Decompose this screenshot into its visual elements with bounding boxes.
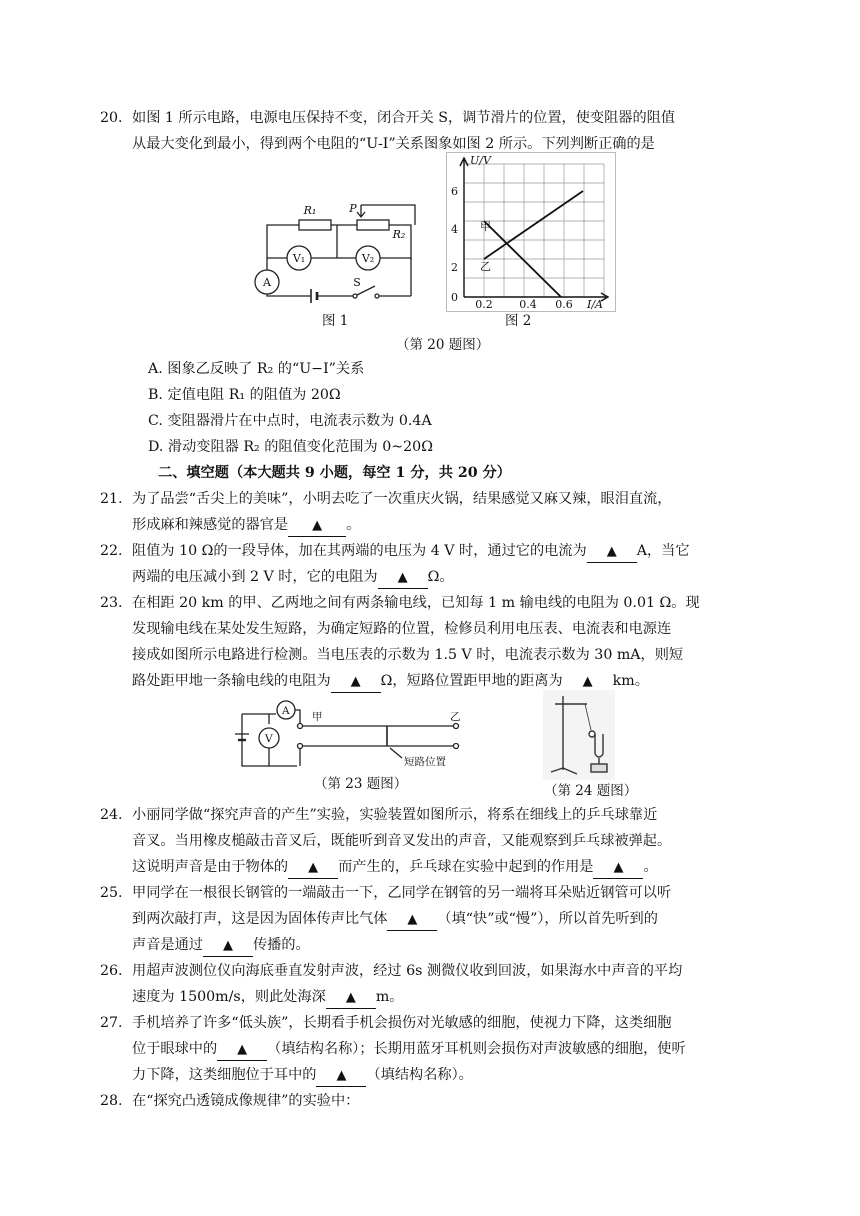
label-r1: R₁	[303, 204, 317, 217]
figure-20-caption: （第 20 题图）	[396, 337, 490, 353]
figure-23-caption: （第 23 题图）	[314, 776, 408, 792]
question-number: 25.	[100, 885, 123, 901]
question-text: 这说明声音是由于物体的 ▲ 而产生的，乒乓球在实验中起到的作用是 ▲ 。	[132, 854, 752, 880]
label-r2: R₂	[392, 228, 406, 241]
y-tick: 6	[451, 185, 458, 198]
question-22	[100, 538, 752, 590]
label-yi: 乙	[450, 711, 461, 723]
y-tick: 4	[451, 223, 458, 236]
question-number: 20.	[100, 110, 123, 126]
question-27	[100, 1010, 752, 1088]
section-heading: 二、填空题（本大题共 9 小题，每空 1 分，共 20 分）	[158, 465, 511, 481]
question-26	[100, 958, 752, 1010]
question-25	[100, 880, 752, 958]
series-label-yi: 乙	[480, 260, 491, 273]
question-28	[100, 1088, 752, 1114]
x-tick: 0.6	[555, 298, 573, 311]
question-text: 用超声波测位仪向海底垂直发射声波，经过 6s 测微仪收到回波，如果海水中声音的平均	[132, 963, 683, 979]
question-number: 22.	[100, 543, 123, 559]
question-text: 音叉。当用橡皮槌敲击音叉后，既能听到音叉发出的声音，又能观察到乒乓球被弹起。	[132, 833, 672, 849]
figure-1-caption: 图 1	[322, 313, 349, 329]
y-tick: 0	[451, 291, 458, 304]
y-axis-label: U/V	[470, 154, 491, 167]
answer-blank[interactable]: ▲	[217, 1040, 267, 1061]
x-tick: 0.4	[519, 298, 537, 311]
y-tick: 2	[451, 261, 458, 274]
question-text: 位于眼球中的 ▲ （填结构名称）；长期用蓝牙耳机则会损伤对声波敏感的细胞，使听	[132, 1036, 752, 1062]
series-label-jia: 甲	[480, 220, 491, 233]
label-short-position: 短路位置	[404, 756, 446, 768]
answer-blank[interactable]: ▲	[288, 516, 346, 537]
question-text: 在相距 20 km 的甲、乙两地之间有两条输电线，已知每 1 m 输电线的电阻为 0.01 Ω。现	[132, 595, 700, 611]
question-text: 阻值为 10 Ω的一段导体，加在其两端的电压为 4 V 时，通过它的电流为 ▲ A，当它	[132, 538, 752, 564]
question-text: 从最大变化到最小，得到两个电阻的“U-I”关系图象如图 2 所示。下列判断正确的是	[132, 136, 655, 152]
question-text: 接成如图所示电路进行检测。当电压表的示数为 1.5 V 时，电流表示数为 30 mA，则短	[132, 647, 684, 663]
label-ammeter: A	[282, 705, 290, 717]
question-text: 如图 1 所示电路，电源电压保持不变，闭合开关 S，调节滑片的位置，使变阻器的阻值	[132, 110, 676, 126]
figure-24-caption: （第 24 题图）	[544, 783, 638, 799]
question-number: 21.	[100, 491, 123, 507]
question-20	[100, 105, 752, 157]
label-v2: V₂	[361, 252, 375, 265]
question-number: 23.	[100, 595, 123, 611]
question-21	[100, 486, 752, 538]
question-text: 两端的电压减小到 2 V 时，它的电阻为 ▲ Ω。	[132, 564, 752, 590]
question-number: 24.	[100, 807, 123, 823]
question-text: 力下降，这类细胞位于耳中的 ▲ （填结构名称）。	[132, 1062, 752, 1088]
question-24	[100, 802, 752, 880]
answer-blank[interactable]: ▲	[326, 988, 376, 1009]
question-number: 27.	[100, 1015, 123, 1031]
question-text: 路处距甲地一条输电线的电阻为 ▲ Ω，短路位置距甲地的距离为 ▲ km。	[132, 668, 752, 694]
label-ammeter: A	[263, 276, 271, 289]
circuit-diagram	[253, 200, 425, 310]
label-v1: V₁	[292, 252, 306, 265]
question-text: 为了品尝“舌尖上的美味”，小明去吃了一次重庆火锅，结果感觉又麻又辣，眼泪直流，	[132, 491, 672, 507]
option-a[interactable]: A. 图象乙反映了 R₂ 的“U−I”关系	[148, 361, 365, 377]
question-text: 速度为 1500m/s，则此处海深 ▲ m。	[132, 984, 752, 1010]
question-text: 手机培养了许多“低头族”，长期看手机会损伤对光敏感的细胞，使视力下降，这类细胞	[132, 1015, 672, 1031]
question-23	[100, 590, 752, 694]
answer-blank[interactable]: ▲	[587, 542, 637, 563]
question-text: 小丽同学做“探究声音的产生”实验，实验装置如图所示，将系在细线上的乒乓球靠近	[132, 807, 658, 823]
x-tick: 0.2	[475, 298, 493, 311]
question-text: 声音是通过 ▲ 传播的。	[132, 932, 752, 958]
option-d[interactable]: D. 滑动变阻器 R₂ 的阻值变化范围为 0~20Ω	[148, 439, 433, 455]
answer-blank[interactable]: ▲	[593, 858, 643, 879]
answer-blank[interactable]: ▲	[387, 910, 437, 931]
answer-blank[interactable]: ▲	[316, 1066, 366, 1087]
answer-blank[interactable]: ▲	[203, 936, 253, 957]
question-text: 到两次敲打声，这是因为固体传声比气体 ▲ （填“快”或“慢”），所以首先听到的	[132, 906, 752, 932]
label-voltmeter: V	[265, 733, 273, 745]
label-switch: S	[353, 276, 361, 289]
question-text: 甲同学在一根很长钢管的一端敲击一下，乙同学在钢管的另一端将耳朵贴近钢管可以听	[132, 885, 672, 901]
transmission-line-diagram	[232, 694, 470, 776]
u-i-graph	[446, 152, 616, 312]
question-text: 形成麻和辣感觉的器官是 ▲ 。	[132, 512, 752, 538]
question-number: 28.	[100, 1093, 123, 1109]
label-p: P	[349, 202, 357, 215]
label-jia: 甲	[312, 711, 323, 723]
figure-2-caption: 图 2	[505, 313, 532, 329]
tuning-fork-apparatus	[543, 690, 615, 780]
answer-blank[interactable]: ▲	[378, 568, 428, 589]
question-text: 发现输电线在某处发生短路，为确定短路的位置，检修员利用电压表、电流表和电源连	[132, 621, 672, 637]
answer-blank[interactable]: ▲	[331, 672, 381, 693]
option-b[interactable]: B. 定值电阻 R₁ 的阻值为 20Ω	[148, 387, 341, 403]
answer-blank[interactable]: ▲	[288, 858, 338, 879]
question-number: 26.	[100, 963, 123, 979]
question-text: 在“探究凸透镜成像规律”的实验中：	[132, 1093, 360, 1109]
x-axis-label: I/A	[587, 298, 603, 311]
option-c[interactable]: C. 变阻器滑片在中点时，电流表示数为 0.4A	[148, 413, 432, 429]
answer-blank[interactable]: ▲	[563, 672, 613, 693]
